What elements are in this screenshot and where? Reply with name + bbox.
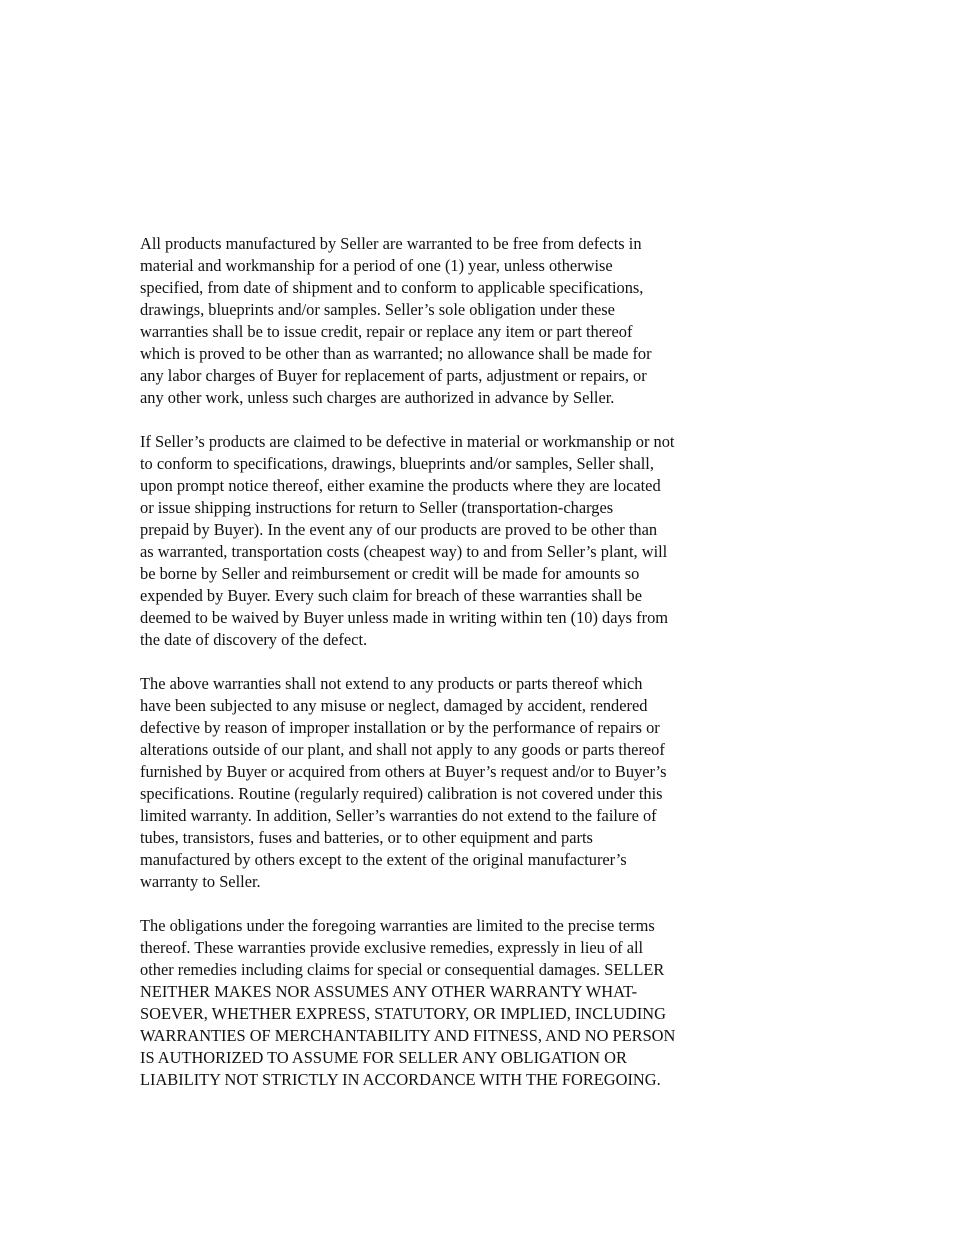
text-line: WARRANTIES OF MERCHANTABILITY AND FITNESS, AND NO PERSON <box>140 1026 676 1045</box>
text-line: the date of discovery of the defect. <box>140 630 368 649</box>
text-line: The above warranties shall not extend to any products or parts thereof which <box>140 674 643 693</box>
text-line: warranties shall be to issue credit, repair or replace any item or part thereof <box>140 322 633 341</box>
text-line: prepaid by Buyer). In the event any of our products are proved to be other than <box>140 520 658 539</box>
text-line: warranty to Seller. <box>140 872 261 891</box>
text-line: alterations outside of our plant, and shall not apply to any goods or parts thereof <box>140 740 665 759</box>
text-line: thereof. These warranties provide exclusive remedies, expressly in lieu of all <box>140 938 644 957</box>
text-line: which is proved to be other than as warranted; no allowance shall be made for <box>140 344 652 363</box>
text-line: The obligations under the foregoing warranties are limited to the precise terms <box>140 916 655 935</box>
text-line: any other work, unless such charges are authorized in advance by Seller. <box>140 388 615 407</box>
text-line: drawings, blueprints and/or samples. Seller’s sole obligation under these <box>140 300 615 319</box>
text-line: specifications. Routine (regularly required) calibration is not covered under this <box>140 784 663 803</box>
text-line: tubes, transistors, fuses and batteries, or to other equipment and parts <box>140 828 593 847</box>
paragraph-defect-claims <box>140 431 840 651</box>
warranty-text <box>140 233 840 1113</box>
text-line: any labor charges of Buyer for replacement of parts, adjustment or repairs, or <box>140 366 647 385</box>
text-line: expended by Buyer. Every such claim for breach of these warranties shall be <box>140 586 643 605</box>
text-line: IS AUTHORIZED TO ASSUME FOR SELLER ANY OBLIGATION OR <box>140 1048 627 1067</box>
text-line: If Seller’s products are claimed to be defective in material or workmanship or not <box>140 432 675 451</box>
paragraph-limitations <box>140 915 840 1091</box>
text-line: NEITHER MAKES NOR ASSUMES ANY OTHER WARRANTY WHAT- <box>140 982 638 1001</box>
text-line: or issue shipping instructions for return to Seller (transportation-charges <box>140 498 614 517</box>
text-line: defective by reason of improper installation or by the performance of repairs or <box>140 718 660 737</box>
text-line: have been subjected to any misuse or neglect, damaged by accident, rendered <box>140 696 648 715</box>
paragraph-exclusions <box>140 673 840 893</box>
paragraph-warranty-scope <box>140 233 840 409</box>
text-line: to conform to specifications, drawings, blueprints and/or samples, Seller shall, <box>140 454 654 473</box>
text-line: upon prompt notice thereof, either examine the products where they are located <box>140 476 661 495</box>
text-line: All products manufactured by Seller are warranted to be free from defects in <box>140 234 642 253</box>
text-line: deemed to be waived by Buyer unless made in writing within ten (10) days from <box>140 608 669 627</box>
text-line: furnished by Buyer or acquired from others at Buyer’s request and/or to Buyer’s <box>140 762 667 781</box>
text-line: LIABILITY NOT STRICTLY IN ACCORDANCE WITH THE FOREGOING. <box>140 1070 661 1089</box>
text-line: SOEVER, WHETHER EXPRESS, STATUTORY, OR IMPLIED, INCLUDING <box>140 1004 666 1023</box>
text-line: be borne by Seller and reimbursement or credit will be made for amounts so <box>140 564 640 583</box>
text-line: material and workmanship for a period of one (1) year, unless otherwise <box>140 256 613 275</box>
text-line: manufactured by others except to the extent of the original manufacturer’s <box>140 850 627 869</box>
text-line: other remedies including claims for special or consequential damages. SELLER <box>140 960 665 979</box>
text-line: limited warranty. In addition, Seller’s warranties do not extend to the failure of <box>140 806 657 825</box>
text-line: specified, from date of shipment and to conform to applicable specifications, <box>140 278 644 297</box>
text-line: as warranted, transportation costs (cheapest way) to and from Seller’s plant, will <box>140 542 668 561</box>
